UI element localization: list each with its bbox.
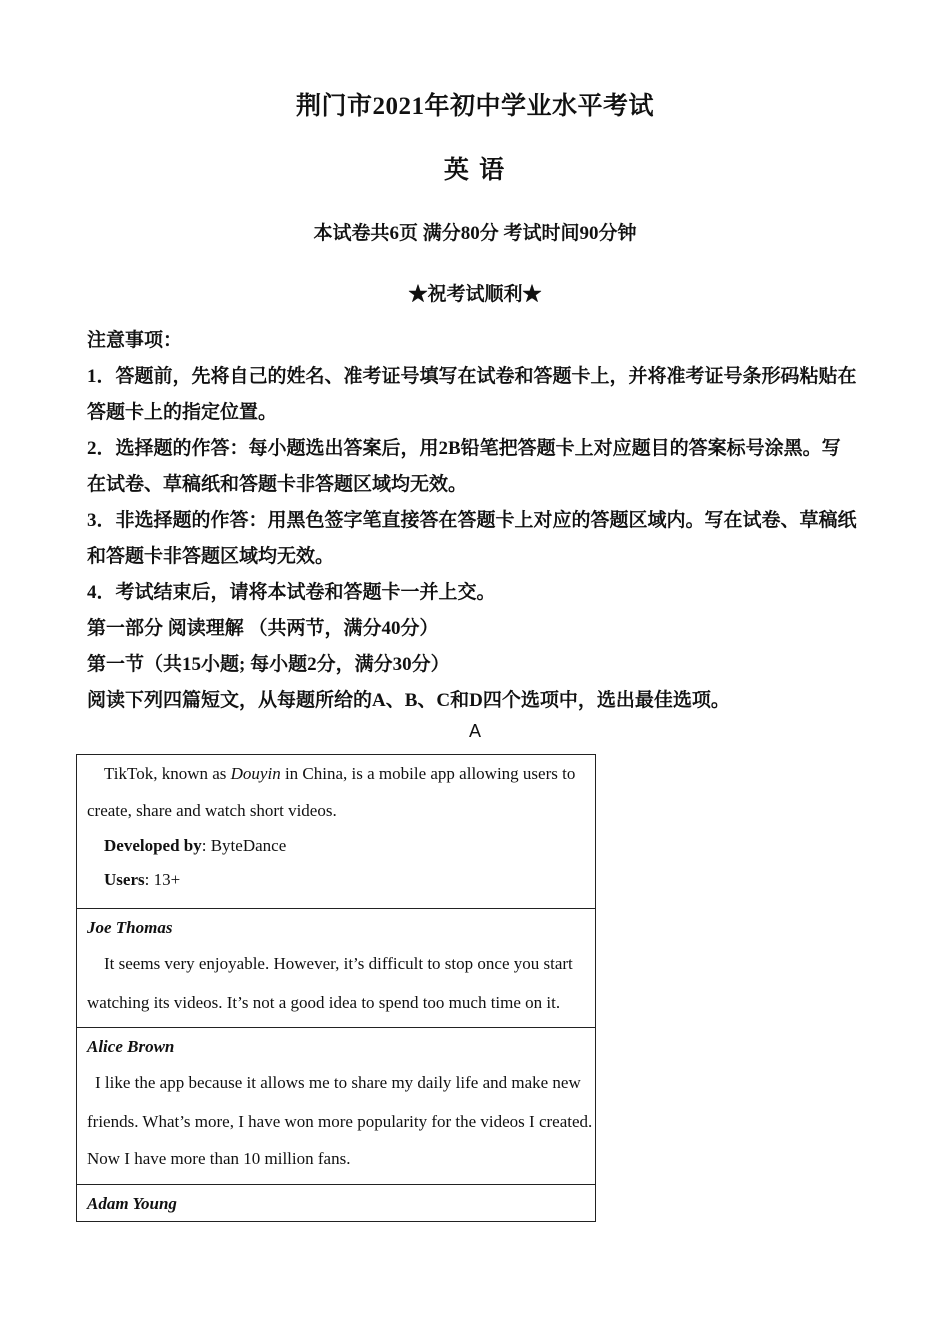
users-line (87, 863, 587, 897)
review-cell (77, 1027, 595, 1184)
intro-line (87, 755, 587, 792)
good-luck-line: ★祝考试顺利★ (408, 284, 542, 305)
exam-info: 本试卷共6页 满分80分 考试时间90分钟 (313, 223, 637, 244)
review-line: watching its videos. It’s not a good idea to spend too much time on it. (87, 993, 561, 1012)
note-line: 在试卷、草稿纸和答题卡非答题区域均无效。 (87, 474, 468, 495)
review-line: friends. What’s more, I have won more popularity for the videos I created. (87, 1112, 593, 1131)
subject-title: 英 语 (443, 157, 507, 184)
users-value: : 13+ (144, 870, 181, 889)
note-line: 4．考试结束后，请将本试卷和答题卡一并上交。 (87, 582, 496, 603)
intro-text: TikTok, known as (104, 764, 231, 783)
notes-section (87, 327, 867, 723)
note-line: 3．非选择题的作答：用黑色签字笔直接答在答题卡上对应的答题区域内。写在试卷、草稿纸 (87, 510, 857, 531)
developer-line (87, 829, 587, 863)
reviewer-name: Adam Young (87, 1194, 177, 1213)
developer-value: : ByteDance (201, 836, 287, 855)
notes-heading: 注意事项： (87, 330, 183, 351)
intro-line: create, share and watch short videos. (87, 801, 337, 820)
review-cell (77, 1184, 595, 1221)
note-line: 答题卡上的指定位置。 (87, 402, 278, 423)
reviewer-name: Alice Brown (87, 1037, 175, 1056)
review-line: Now I have more than 10 million fans. (87, 1149, 351, 1168)
note-line: 和答题卡非答题区域均无效。 (87, 546, 335, 567)
part-heading: 第一部分 阅读理解 （共两节，满分40分） (87, 618, 439, 639)
reviewer-name: Joe Thomas (87, 918, 173, 937)
review-line: It seems very enjoyable. However, it’s difficult to stop once you start (104, 954, 573, 973)
app-intro-cell (77, 755, 595, 908)
intro-app-name: Douyin (230, 764, 281, 783)
exam-title: 荆门市2021年初中学业水平考试 (295, 93, 654, 120)
developed-by-label: Developed by (104, 836, 202, 855)
note-line: 2．选择题的作答：每小题选出答案后，用2B铅笔把答题卡上对应题目的答案标号涂黑。写 (87, 438, 841, 459)
review-cell (77, 908, 595, 1027)
intro-text: in China, is a mobile app allowing users to (280, 764, 576, 783)
section-heading: 第一节（共15小题; 每小题2分，满分30分） (87, 654, 450, 675)
passage-label: A (468, 721, 481, 741)
users-label: Users (104, 870, 145, 889)
reading-instruction: 阅读下列四篇短文，从每题所给的A、B、C和D四个选项中，选出最佳选项。 (87, 690, 730, 711)
passage-table (76, 754, 596, 1222)
note-line: 1．答题前，先将自己的姓名、准考证号填写在试卷和答题卡上，并将准考证号条形码粘贴在 (87, 366, 857, 387)
review-line: I like the app because it allows me to share my daily life and make new (95, 1073, 581, 1092)
